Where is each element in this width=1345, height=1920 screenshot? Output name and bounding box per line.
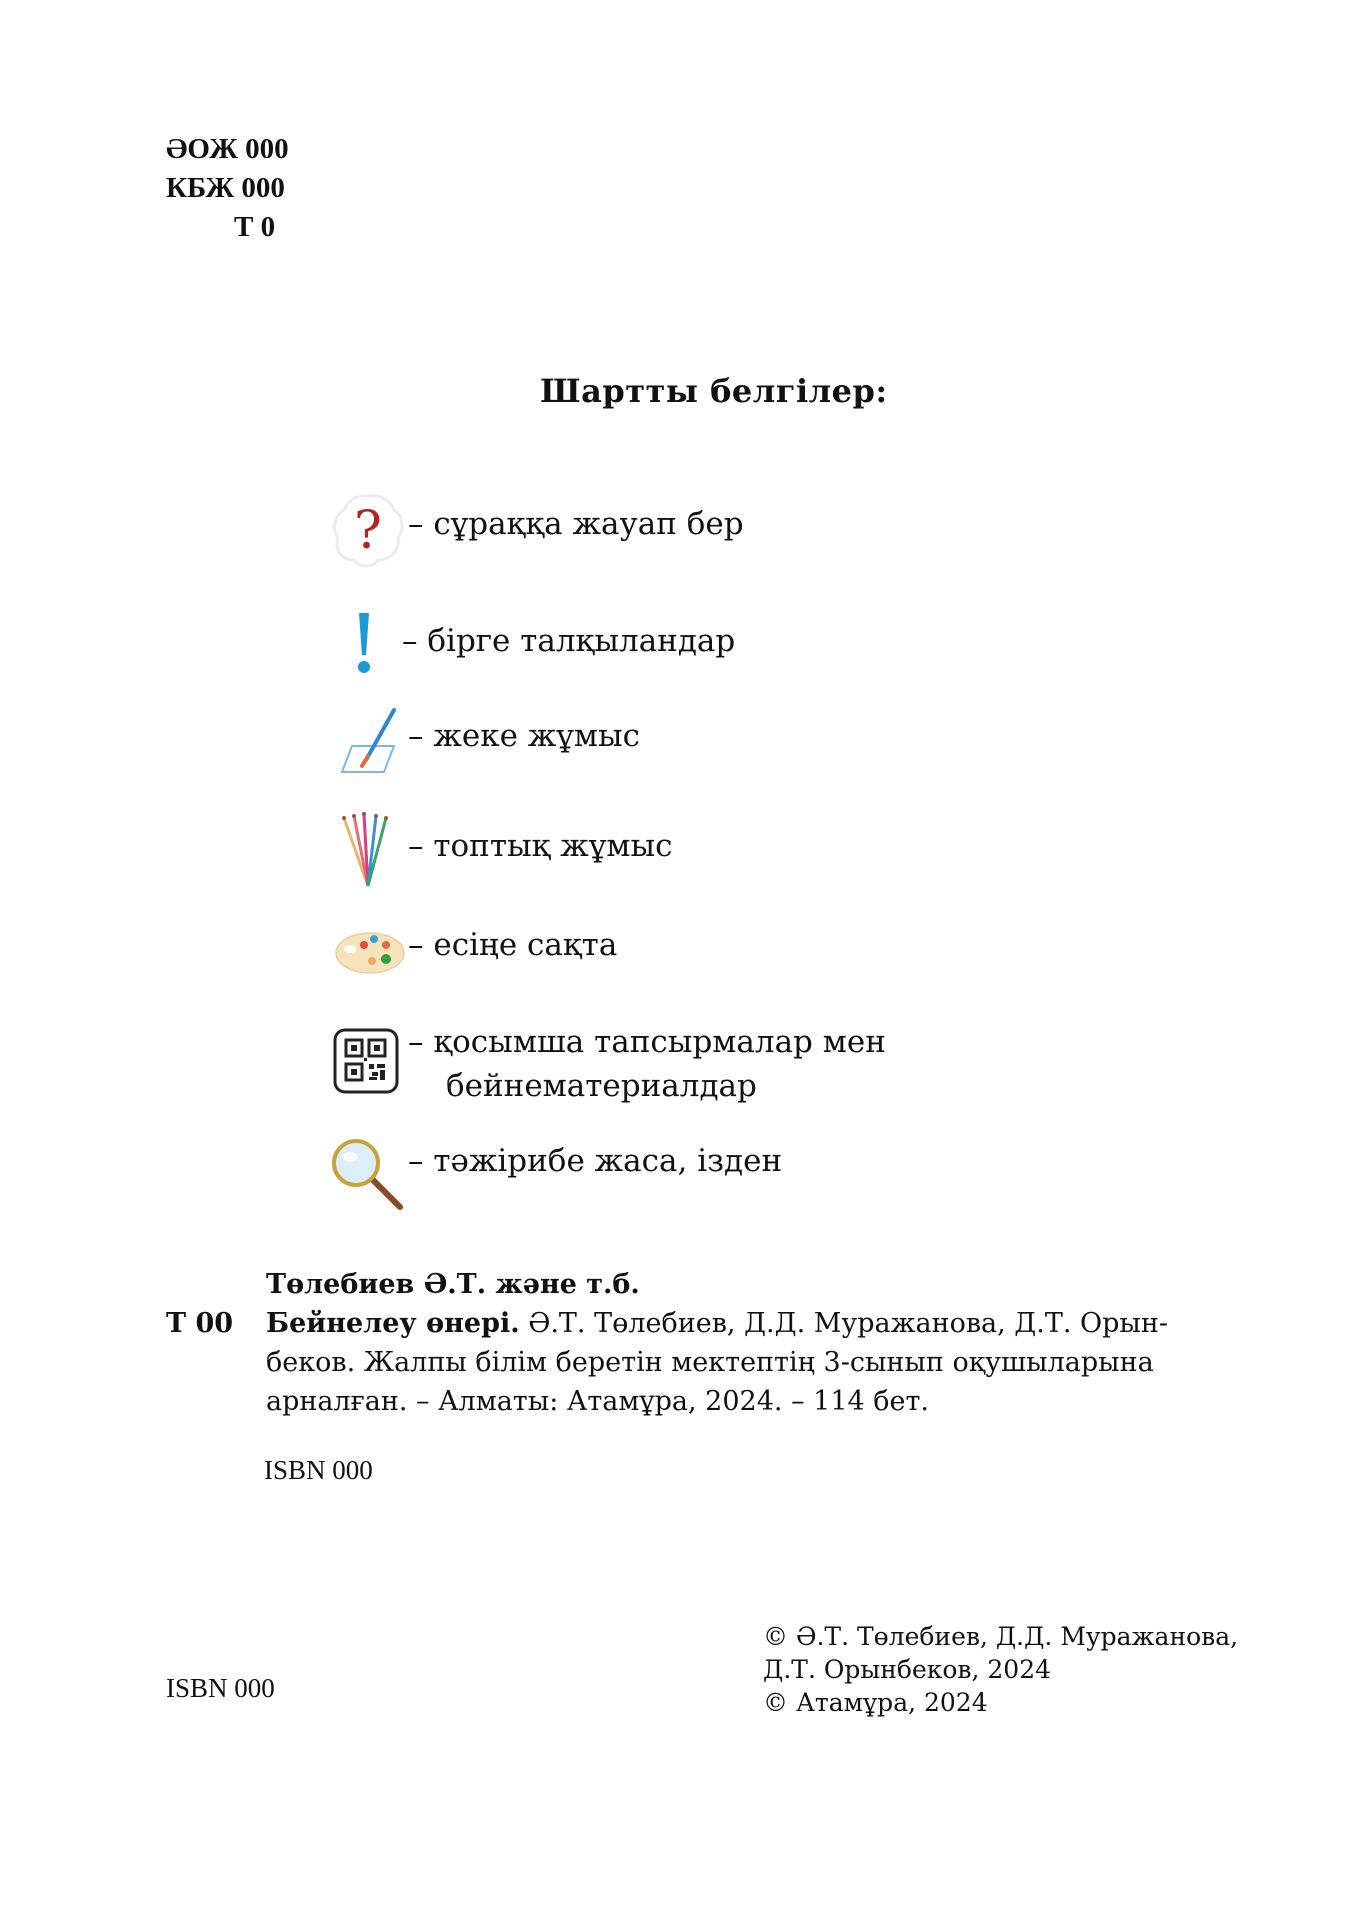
copyright-publisher: © Атамұра, 2024 [763,1688,988,1717]
classification-codes [166,130,289,247]
catalog-isbn: ISBN 000 [264,1455,373,1485]
question-mark-icon [328,490,408,570]
catalog-book-title: Бейнелеу өнері. [266,1308,520,1339]
legend-dash: – [408,506,424,542]
qr-code-icon [328,1020,408,1100]
catalog-line1: Ә.Т. Төлебиев, Д.Д. Муражанова, Д.Т. Орын- [528,1308,1169,1339]
legend-item-remember [328,915,617,995]
legend-dash: – [408,718,424,754]
legend-text-qr-line2: бейнематериалдар [446,1068,757,1104]
legend-item-question [328,490,744,570]
legend-dash: – [402,623,418,659]
magnifying-glass-icon [328,1135,408,1215]
svg-text:?: ? [354,501,382,561]
legend-dash: – [408,1024,424,1060]
catalog-author-heading: Төлебиев Ә.Т. және т.б. [266,1269,640,1300]
copyright-authors-cont: Д.Т. Орынбеков, 2024 [763,1655,1052,1684]
legend-text-qr-line1: қосымша тапсырмалар мен [433,1024,886,1060]
paint-palette-icon [328,915,408,995]
paintbrush-paper-icon [328,700,408,780]
legend-item-discuss [328,605,735,685]
brushes-group-icon [328,810,408,890]
catalog-line3: арналған. – Алматы: Атамұра, 2024. – 114 бет. [266,1386,930,1417]
legend-text-group: топтық жұмыс [433,828,673,864]
legend-text-question: сұраққа жауап бер [433,506,744,542]
legend-item-group [328,810,672,890]
legend-dash: – [408,927,424,963]
legend-title: Шартты белгілер: [540,372,888,410]
lbc-code: КБЖ 000 [166,172,285,204]
legend-text-experiment: тәжірибе жаса, ізден [433,1143,783,1179]
catalog-entry [166,1265,1256,1421]
udc-code: ӘОЖ 000 [166,133,289,165]
copyright-block [763,1620,1238,1719]
legend-item-individual [328,700,640,780]
catalog-line2: беков. Жалпы білім беретін мектептің 3-сынып оқушыларына [266,1347,1154,1378]
legend-dash: – [408,1143,424,1179]
exclamation-mark-icon [328,605,408,685]
copyright-authors: © Ә.Т. Төлебиев, Д.Д. Муражанова, [763,1622,1239,1651]
legend-dash: – [408,828,424,864]
legend-item-experiment [328,1135,782,1215]
legend-text-remember: есіңе сақта [433,927,618,963]
legend-text-individual: жеке жұмыс [433,718,640,754]
footer-isbn: ISBN 000 [166,1673,275,1703]
legend-item-qr [328,1020,886,1108]
author-mark: Т 0 [234,211,276,243]
legend-text-discuss: бірге талқыландар [427,623,736,659]
catalog-code: Т 00 [166,1308,234,1339]
